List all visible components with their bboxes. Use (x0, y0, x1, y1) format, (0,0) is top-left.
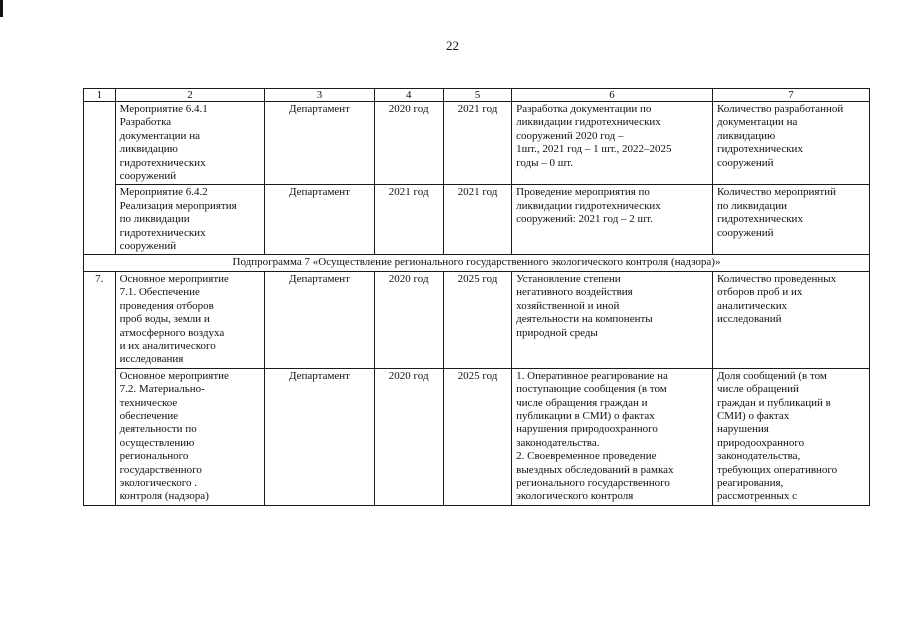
row-number-cell (84, 102, 116, 255)
indicator-cell: Количество проведенных отборов проб и их аналитических исследований (712, 271, 869, 368)
start-year-cell: 2021 год (374, 185, 443, 255)
column-header: 5 (443, 89, 511, 102)
executor-cell: Департамент (265, 368, 374, 505)
activity-cell: Основное мероприятие 7.2. Материально- техническое обеспечение деятельности по осуществлению регионального государственного экологического . контроля (надзора) (115, 368, 265, 505)
result-cell: Разработка документации по ликвидации гидротехнических сооружений 2020 год – 1шт., 2021 год – 1 шт., 2022–2025 годы – 0 шт. (512, 102, 713, 185)
end-year-cell: 2021 год (443, 185, 511, 255)
row-number-cell: 7. (84, 271, 116, 505)
result-cell: Проведение мероприятия по ликвидации гидротехнических сооружений: 2021 год – 2 шт. (512, 185, 713, 255)
subprogram-title: Подпрограмма 7 «Осуществление регионального государственного экологического контроля (надзора)» (84, 255, 870, 271)
column-header: 4 (374, 89, 443, 102)
column-header: 1 (84, 89, 116, 102)
table-row (84, 368, 870, 505)
start-year-cell: 2020 год (374, 271, 443, 368)
table-header-row (84, 89, 870, 102)
result-cell: 1. Оперативное реагирование на поступающие сообщения (в том числе обращения граждан и публикации в СМИ) о фактах нарушения природоохранного законодательства. 2. Своевременное проведение выездных обследований в рамках регионального государственного экологического контроля (512, 368, 713, 505)
indicator-cell: Количество разработанной документации на ликвидацию гидротехнических сооружений (712, 102, 869, 185)
start-year-cell: 2020 год (374, 102, 443, 185)
activity-cell: Основное мероприятие 7.1. Обеспечение проведения отборов проб воды, земли и атмосферного воздуха и их аналитического исследования (115, 271, 265, 368)
result-cell: Установление степени негативного воздействия хозяйственной и иной деятельности на компоненты природной среды (512, 271, 713, 368)
indicator-cell: Количество мероприятий по ликвидации гидротехнических сооружений (712, 185, 869, 255)
end-year-cell: 2025 год (443, 271, 511, 368)
indicator-cell: Доля сообщений (в том числе обращений граждан и публикаций в СМИ) о фактах нарушения природоохранного законодательства, требующих оперативного реагирования, рассмотренных с (712, 368, 869, 505)
executor-cell: Департамент (265, 185, 374, 255)
column-header: 7 (712, 89, 869, 102)
executor-cell: Департамент (265, 102, 374, 185)
column-header: 6 (512, 89, 713, 102)
subprogram-row (84, 255, 870, 271)
activity-cell: Мероприятие 6.4.2 Реализация мероприятия по ликвидации гидротехнических сооружений (115, 185, 265, 255)
start-year-cell: 2020 год (374, 368, 443, 505)
page-number: 22 (446, 38, 459, 53)
scan-edge-mark (0, 0, 3, 17)
activity-cell: Мероприятие 6.4.1 Разработка документации на ликвидацию гидротехнических сооружений (115, 102, 265, 185)
table-row (84, 102, 870, 185)
end-year-cell: 2021 год (443, 102, 511, 185)
column-header: 2 (115, 89, 265, 102)
column-header: 3 (265, 89, 374, 102)
activities-table (83, 88, 870, 506)
table-row (84, 185, 870, 255)
table-row (84, 271, 870, 368)
executor-cell: Департамент (265, 271, 374, 368)
end-year-cell: 2025 год (443, 368, 511, 505)
